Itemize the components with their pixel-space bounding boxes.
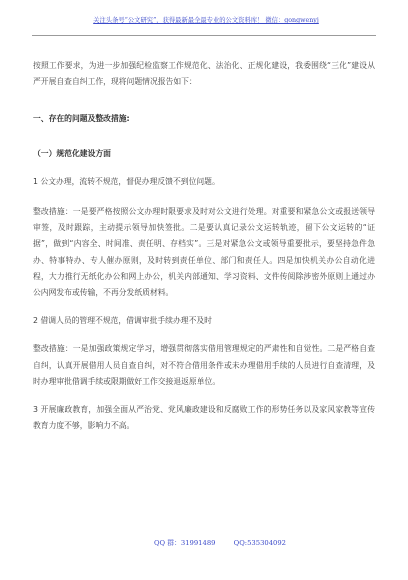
section-heading: 一、存在的问题及整改措施: — [33, 114, 130, 124]
subsection-heading: （一）规范化建设方面 — [33, 148, 111, 158]
issue-paragraph-1: 1 公文办理，流转不规范，督促办理反馈不到位问题。 — [33, 176, 220, 186]
footer-qq: QQ:535304092 — [233, 539, 287, 547]
header-banner-link[interactable]: 关注头条号“公文研究”，获得最新最全最专业的公文资料库！ 微信：gongwenyj — [93, 17, 319, 24]
footer-contact — [140, 537, 300, 551]
measure-paragraph-1: 整改措施：一是要严格按照公文办理时限要求及时对公文进行处理。对重要和紧急公文或报送领导审签，及时跟踪，主动提示领导加快签批。二是要认真记录公文运转轨迹，留下公文运转的“证据”，做到“内容全、时间准、责任明、存档实”。三是对紧急公文或领导重要批示，要坚持急件急办、特事特办、专人催办原则，及时转到责任单位、部门和责任人。四是加快机关办公自动化进程，大力推行无纸化办公和网上办公，机关内部通知、学习资料、文件传阅除涉密外原则上通过办公内网发布或传输，不再分发纸质材料。 — [33, 207, 375, 298]
issue-paragraph-3: 3 开展廉政教育，加强全面从严治党、党风廉政建设和反腐败工作的形势任务以及家风家教等宣传教育力度不够，影响力不高。 — [33, 405, 375, 431]
issue-paragraph-2: 2 借调人员的管理不规范，借调审批手续办理不及时 — [33, 316, 212, 326]
document-body — [33, 48, 375, 434]
measure-paragraph-2: 整改措施：一是加强政策规定学习，增强贯彻落实借用管理规定的严肃性和自觉性。二是严格自查自纠，认真开展借用人员自查自纠，对不符合借用条件或未办理借用手续的人员进行自查清理，及时办理审批借调手续或限期做好工作交接退返原单位。 — [33, 344, 375, 386]
header-divider — [32, 35, 376, 36]
footer-qq-group: QQ 群：31991489 — [153, 539, 216, 547]
intro-paragraph: 按照工作要求，为进一步加强纪检监察工作规范化、法治化、正规化建设，我委围绕“三化”建设从严开展自查自纠工作，现将问题情况报告如下： — [33, 61, 375, 87]
